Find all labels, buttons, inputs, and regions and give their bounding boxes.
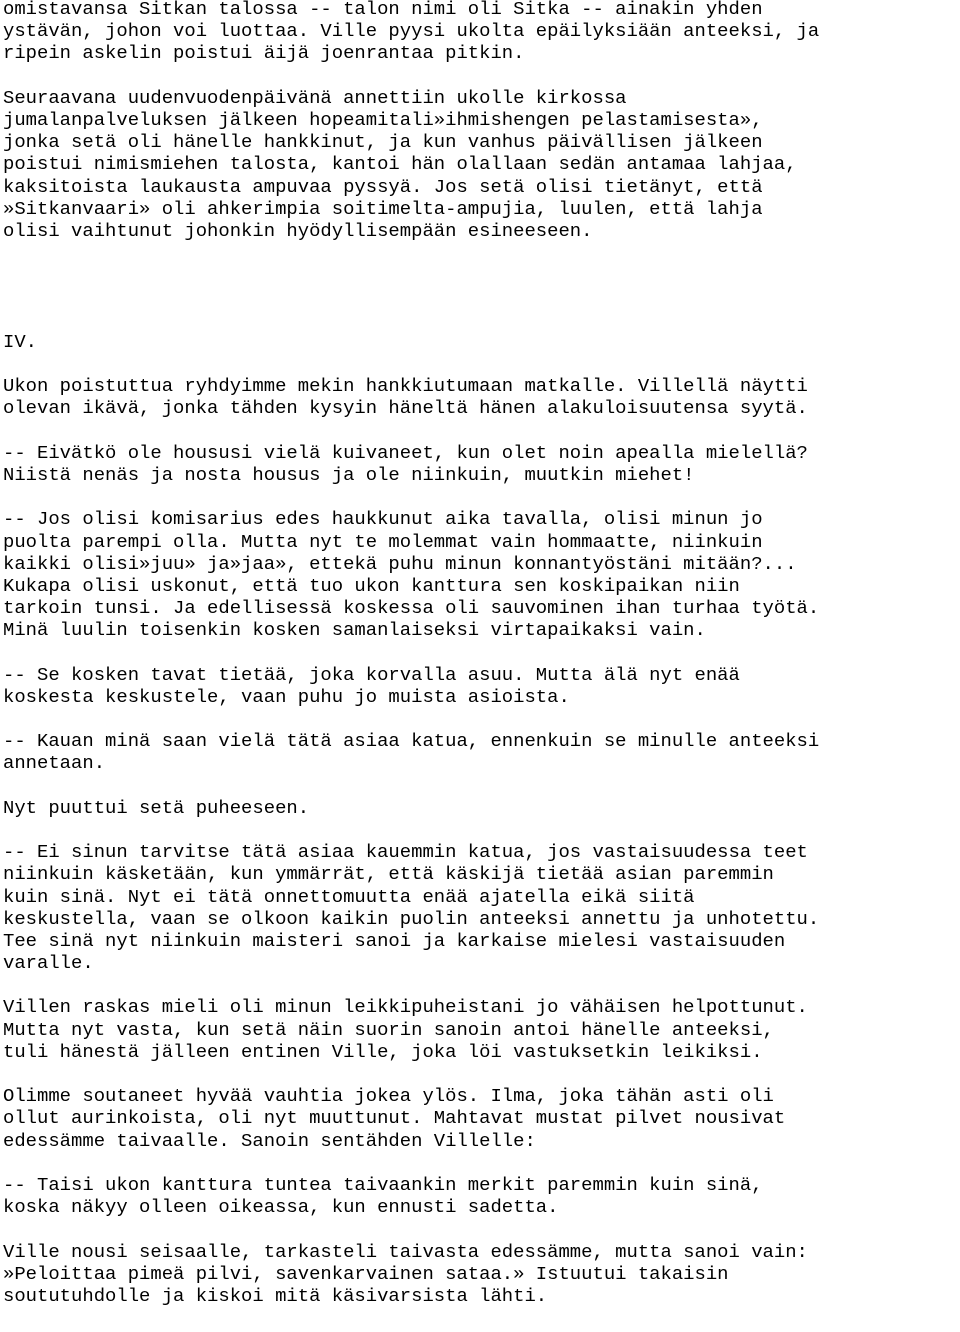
text-line: koska näkyy olleen oikeassa, kun ennusti sadetta. xyxy=(3,1196,559,1219)
text-line: annetaan. xyxy=(3,752,106,775)
paragraph-spacer xyxy=(3,486,958,508)
paragraph xyxy=(3,1241,958,1308)
paragraph xyxy=(3,1085,958,1152)
text-line: olevan ikävä, jonka tähden kysyin häneltä hänen alakuloisuutensa syytä. xyxy=(3,397,808,420)
paragraph xyxy=(3,730,958,774)
heading-spacer xyxy=(3,353,958,375)
text-line: jonka setä oli hänelle hankkinut, ja kun vanhus päivällisen jälkeen xyxy=(3,131,763,154)
text-line: -- Kauan minä saan vielä tätä asiaa katua, ennenkuin se minulle anteeksi xyxy=(3,730,820,753)
paragraph xyxy=(3,442,958,486)
paragraph xyxy=(3,508,958,641)
text-line: Tee sinä nyt niinkuin maisteri sanoi ja karkaise mielesi vastaisuuden xyxy=(3,929,786,952)
text-line: kuin sinä. Nyt ei tätä onnettomuutta enää ajatella eikä siitä xyxy=(3,885,695,908)
paragraph-spacer xyxy=(3,420,958,442)
paragraph-spacer xyxy=(3,819,958,841)
paragraph-spacer xyxy=(3,65,958,87)
text-line: »Peloittaa pimeä pilvi, savenkarvainen sataa.» Istuutui takaisin xyxy=(3,1262,729,1285)
paragraph-spacer xyxy=(3,1218,958,1240)
text-line: kaikki olisi»juu» ja»jaa», ettekä puhu minun konnantyöstäni mitään?... xyxy=(3,552,797,575)
text-line: -- Taisi ukon kanttura tuntea taivaankin merkit paremmin kuin sinä, xyxy=(3,1173,763,1196)
chapter-section xyxy=(3,375,958,1307)
text-line: Seuraavana uudenvuodenpäivänä annettiin ukolle kirkossa xyxy=(3,86,627,109)
intro-section xyxy=(3,0,958,242)
text-line: puolta parempi olla. Mutta nyt te molemmat vain hommaatte, niinkuin xyxy=(3,530,763,553)
text-line: -- Se kosken tavat tietää, joka korvalla asuu. Mutta älä nyt enää xyxy=(3,663,740,686)
text-line: jumalanpalveluksen jälkeen hopeamitali»ihmishengen pelastamisesta», xyxy=(3,108,763,131)
text-line: ollut aurinkoista, oli nyt muuttunut. Mahtavat mustat pilvet nousivat xyxy=(3,1107,786,1130)
text-line: poistui nimismiehen talosta, kantoi hän olallaan sedän antamaa lahjaa, xyxy=(3,153,797,176)
paragraph-spacer xyxy=(3,1063,958,1085)
text-line: koskesta keskustele, vaan puhu jo muista asioista. xyxy=(3,685,570,708)
paragraph-spacer xyxy=(3,641,958,663)
text-line: soututuhdolle ja kiskoi mitä käsivarsista lähti. xyxy=(3,1284,548,1307)
paragraph xyxy=(3,1174,958,1218)
text-line: niinkuin käsketään, kun ymmärrät, että käskijä tietää asian paremmin xyxy=(3,863,774,886)
text-line: tuli hänestä jälleen entinen Ville, joka löi vastuksetkin leikiksi. xyxy=(3,1040,763,1063)
paragraph xyxy=(3,87,958,242)
paragraph xyxy=(3,375,958,419)
chapter-heading: IV. xyxy=(3,330,38,353)
text-line: omistavansa Sitkan talossa -- talon nimi oli Sitka -- ainakin yhden xyxy=(3,0,763,20)
paragraph-spacer xyxy=(3,974,958,996)
paragraph xyxy=(3,664,958,708)
text-line: Nyt puuttui setä puheeseen. xyxy=(3,796,310,819)
paragraph-spacer xyxy=(3,708,958,730)
text-line: Olimme soutaneet hyvää vauhtia jokea ylös. Ilma, joka tähän asti oli xyxy=(3,1085,774,1108)
paragraph xyxy=(3,841,958,974)
paragraph xyxy=(3,797,958,819)
text-line: -- Jos olisi komisarius edes haukkunut aika tavalla, olisi minun jo xyxy=(3,508,763,531)
text-line: Minä luulin toisenkin kosken samanlaiseksi virtapaikaksi vain. xyxy=(3,619,706,642)
text-line: -- Ei sinun tarvitse tätä asiaa kauemmin katua, jos vastaisuudessa teet xyxy=(3,841,808,864)
text-line: edessämme taivaalle. Sanoin sentähden Villelle: xyxy=(3,1129,536,1152)
text-line: ripein askelin poistui äijä joenrantaa pitkin. xyxy=(3,42,525,65)
section-spacer xyxy=(3,242,958,331)
text-line: kaksitoista laukausta ampuvaa pyssyä. Jos setä olisi tietänyt, että xyxy=(3,175,763,198)
document-page xyxy=(3,0,958,1307)
text-line: Ukon poistuttua ryhdyimme mekin hankkiutumaan matkalle. Villellä näytti xyxy=(3,375,808,398)
paragraph-spacer xyxy=(3,1152,958,1174)
paragraph xyxy=(3,0,958,65)
text-line: ystävän, johon voi luottaa. Ville pyysi ukolta epäilyksiään anteeksi, ja xyxy=(3,20,820,43)
text-line: -- Eivätkö ole housusi vielä kuivaneet, kun olet noin apealla mielellä? xyxy=(3,441,808,464)
text-line: Niistä nenäs ja nosta housus ja ole niinkuin, muutkin miehet! xyxy=(3,463,695,486)
paragraph-spacer xyxy=(3,775,958,797)
paragraph xyxy=(3,996,958,1063)
text-line: Villen raskas mieli oli minun leikkipuheistani jo vähäisen helpottunut. xyxy=(3,996,808,1019)
text-line: Mutta nyt vasta, kun setä näin suorin sanoin antoi hänelle anteeksi, xyxy=(3,1018,774,1041)
text-line: olisi vaihtunut johonkin hyödyllisempään esineeseen. xyxy=(3,219,593,242)
text-line: Ville nousi seisaalle, tarkasteli taivasta edessämme, mutta sanoi vain: xyxy=(3,1240,808,1263)
text-line: tarkoin tunsi. Ja edellisessä koskessa oli sauvominen ihan turhaa työtä. xyxy=(3,597,820,620)
text-line: »Sitkanvaari» oli ahkerimpia soitimelta-ampujia, luulen, että lahja xyxy=(3,197,763,220)
text-line: keskustella, vaan se olkoon kaikin puolin anteeksi annettu ja unhotettu. xyxy=(3,907,820,930)
text-line: Kukapa olisi uskonut, että tuo ukon kanttura sen koskipaikan niin xyxy=(3,574,740,597)
text-line: varalle. xyxy=(3,952,94,975)
